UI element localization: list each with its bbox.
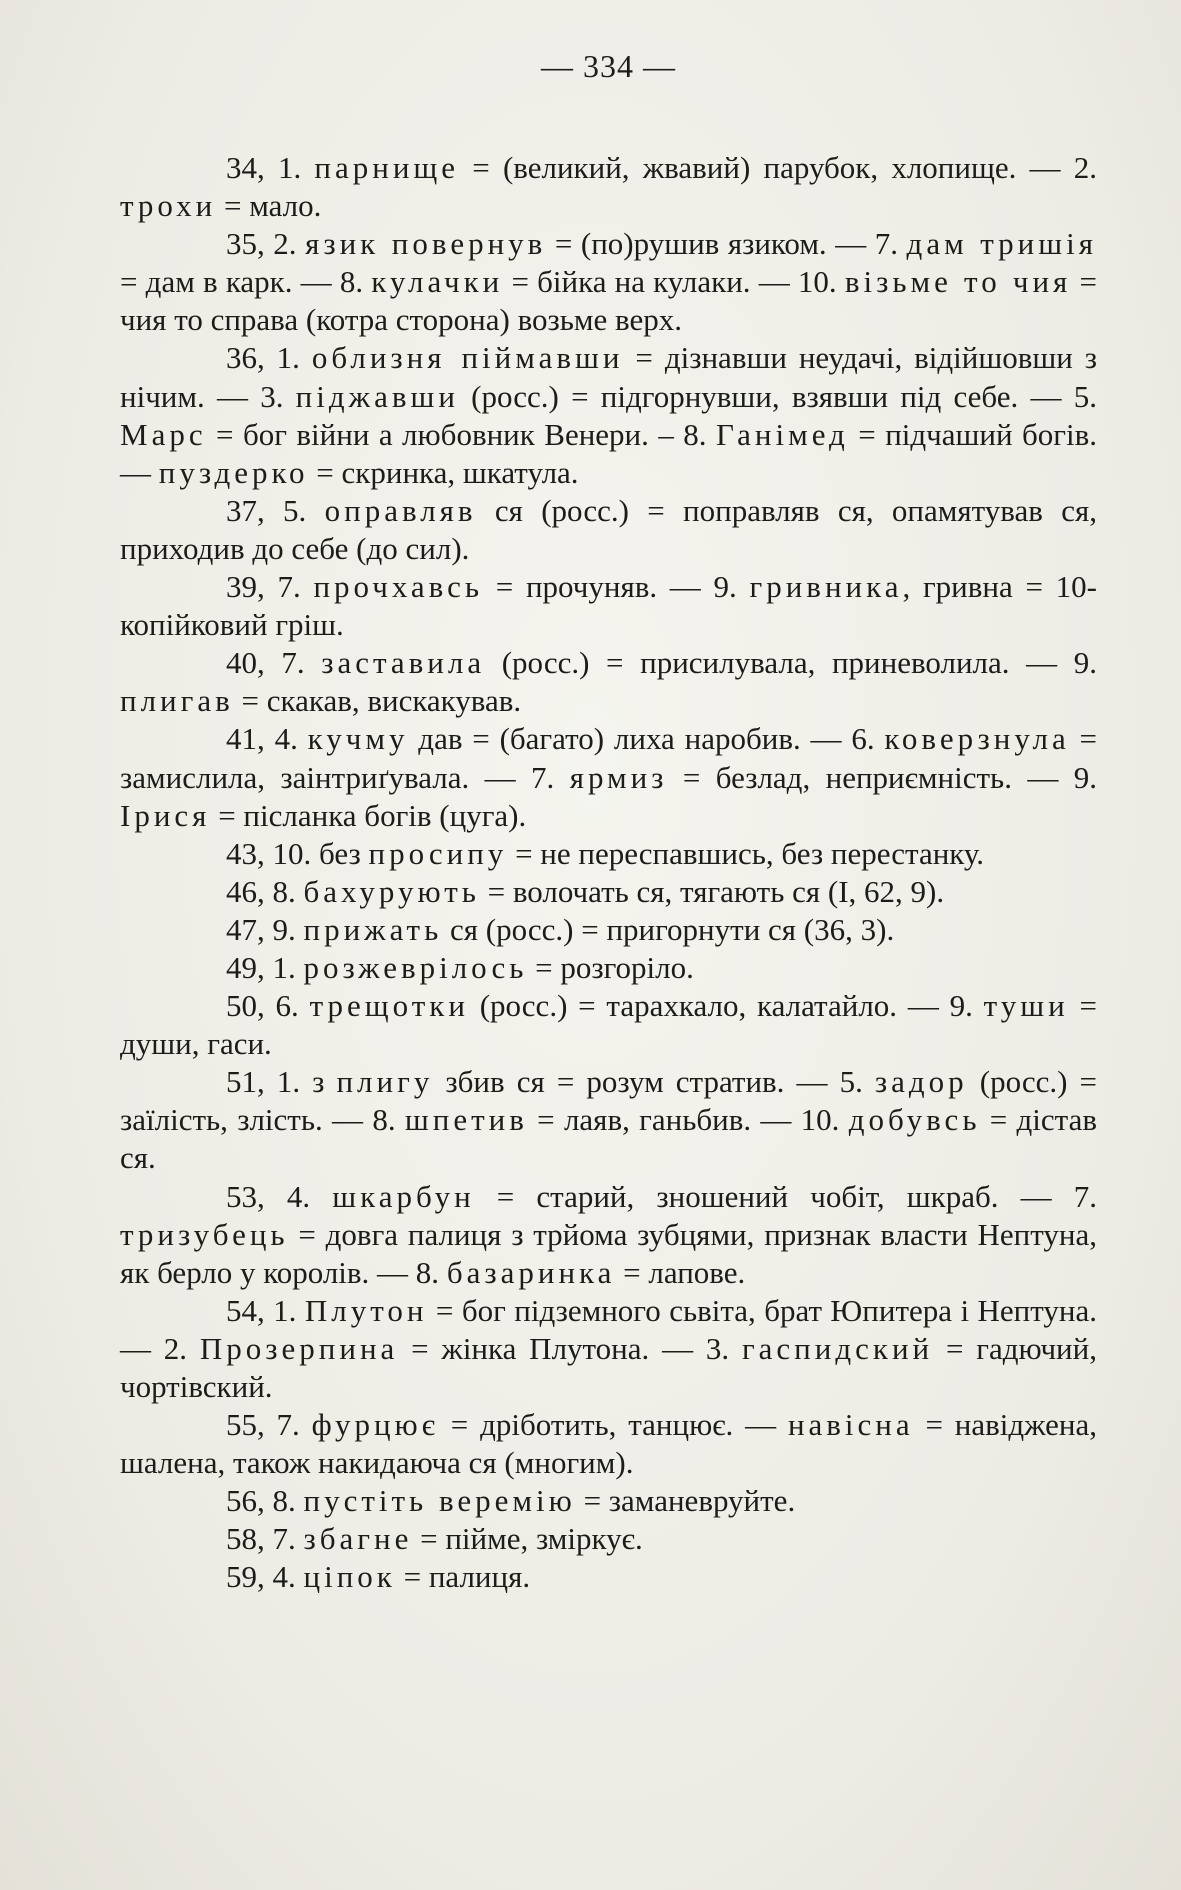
- glossary-text: = післанка богів (цуга).: [210, 797, 527, 833]
- glossary-term: гаспидский: [741, 1330, 934, 1366]
- glossary-text: = безлад, неприємність. — 9.: [667, 759, 1097, 795]
- glossary-text: 46, 8.: [226, 873, 304, 909]
- glossary-entry: [120, 149, 1097, 225]
- glossary-text: = бог підземного сьвіта, брат Юпитера і Нептуна. — 2.: [120, 1292, 1097, 1366]
- glossary-text: 49, 1.: [226, 949, 304, 985]
- glossary-term: прижать: [303, 911, 443, 947]
- glossary-text: (росс.) = присилувала, приневолила. — 9.: [485, 645, 1097, 681]
- glossary-text: = розгоріло.: [527, 949, 694, 985]
- glossary-term: Прозерпина: [199, 1330, 399, 1366]
- glossary-text: = чия то справа (котра сторона) возьме верх.: [120, 264, 1097, 338]
- glossary-term: язик повернув: [305, 226, 547, 262]
- glossary-text: 40, 7.: [226, 645, 322, 681]
- glossary-entry: [120, 1406, 1097, 1482]
- glossary-text: 43, 10. без: [226, 835, 369, 871]
- glossary-text: ся (росс.) = поправляв ся, опамятував ся, приходив до себе (до сил).: [120, 492, 1097, 566]
- glossary-text: = бог війни а любовник Венери. – 8.: [206, 416, 716, 452]
- glossary-term: базаринка: [446, 1254, 616, 1290]
- glossary-text: = пійме, зміркує.: [412, 1521, 643, 1557]
- glossary-entry: [120, 873, 1097, 911]
- page-number: — 334 —: [541, 48, 676, 84]
- glossary-text: = замислила, заінтриґувала. — 7.: [120, 721, 1098, 795]
- glossary-text: 35, 2.: [226, 226, 306, 262]
- glossary-term: трохи: [120, 188, 217, 224]
- glossary-text: = не переспавшись, без перестанку.: [507, 835, 985, 871]
- glossary-entry: [120, 568, 1097, 644]
- glossary-text: збив ся = розум стратив. — 5.: [433, 1064, 875, 1100]
- glossary-text: , гривна = 10-копійковий гріш.: [120, 569, 1097, 643]
- glossary-text: 58, 7.: [226, 1521, 304, 1557]
- glossary-text: (росс.) = тарахкало, калатайло. — 9.: [468, 988, 984, 1024]
- glossary-term: шпетив: [404, 1102, 528, 1138]
- glossary-entry: [120, 911, 1097, 949]
- glossary-entry: [120, 1520, 1097, 1558]
- glossary: [120, 149, 1097, 1597]
- glossary-entry: [120, 987, 1097, 1063]
- glossary-text: = (по)рушив язиком. — 7.: [546, 226, 907, 262]
- glossary-text: 34, 1.: [226, 150, 315, 185]
- glossary-term: навісна: [787, 1407, 914, 1443]
- glossary-entry: [120, 644, 1097, 720]
- glossary-term: прочхавсь: [313, 569, 484, 605]
- glossary-text: = мало.: [216, 188, 322, 224]
- glossary-term: Ірися: [120, 797, 211, 833]
- glossary-text: = палиця.: [395, 1559, 531, 1595]
- glossary-term: коверзнула: [884, 721, 1070, 757]
- glossary-text: 37, 5.: [226, 492, 325, 528]
- glossary-term: збагне: [303, 1521, 413, 1557]
- glossary-text: = бійка на кулаки. — 10.: [503, 264, 845, 300]
- glossary-term: фурцює: [311, 1407, 439, 1443]
- glossary-term: облизня піймавши: [311, 340, 624, 376]
- glossary-text: = лапове.: [615, 1254, 746, 1290]
- glossary-term: кучму: [307, 721, 409, 757]
- glossary-term: Плутон: [304, 1292, 428, 1328]
- glossary-text: = (великий, жвавий) парубок, хлопище. — 2.: [459, 150, 1098, 185]
- glossary-entry: [120, 1482, 1097, 1520]
- glossary-text: = навіджена, шалена, також накидаюча ся (многим).: [120, 1407, 1097, 1481]
- glossary-text: = скакав, вискакував.: [233, 683, 522, 719]
- glossary-text: 53, 4.: [226, 1178, 333, 1214]
- glossary-entry: [120, 1558, 1097, 1596]
- glossary-text: 55, 7.: [226, 1407, 312, 1443]
- glossary-text: = жінка Плутона. — 3.: [398, 1330, 742, 1366]
- glossary-term: туши: [983, 988, 1069, 1024]
- glossary-text: (росс.) = підгорнувши, взявши під себе. — 5.: [458, 378, 1097, 414]
- glossary-term: розжеврілось: [303, 949, 528, 985]
- glossary-text: = лаяв, ганьбив. — 10.: [527, 1102, 849, 1138]
- glossary-text: 51, 1. з: [226, 1064, 337, 1100]
- glossary-text: ся (росс.) = пригорнути ся (36, 3).: [442, 911, 895, 947]
- glossary-text: = дам в карк. — 8.: [120, 264, 372, 300]
- glossary-text: = дістав ся.: [120, 1102, 1098, 1176]
- glossary-term: плигу: [336, 1064, 434, 1100]
- glossary-term: ціпок: [303, 1559, 396, 1595]
- glossary-text: = гадючий, чортівский.: [120, 1330, 1097, 1404]
- glossary-text: 41, 4.: [226, 721, 308, 757]
- glossary-text: = души, гаси.: [120, 988, 1097, 1062]
- glossary-entry: [120, 835, 1097, 873]
- glossary-text: 50, 6.: [226, 988, 310, 1024]
- glossary-term: кулачки: [371, 264, 504, 300]
- glossary-term: пустіть веремію: [303, 1483, 576, 1519]
- glossary-term: парнище: [314, 150, 460, 185]
- glossary-text: = дріботить, танцює. —: [439, 1407, 788, 1443]
- glossary-term: добувсь: [848, 1102, 981, 1138]
- glossary-term: Марс: [120, 416, 207, 452]
- glossary-term: плигав: [120, 683, 234, 719]
- glossary-text: = дізнавши неудачі, відійшовши з нічим. — 3.: [120, 340, 1097, 414]
- glossary-entry: [120, 1292, 1097, 1406]
- glossary-text: 56, 8.: [226, 1483, 304, 1519]
- glossary-term: задор: [874, 1064, 968, 1100]
- glossary-text: = скринка, шкатула.: [308, 454, 579, 490]
- glossary-term: піджавши: [295, 378, 459, 414]
- glossary-entry: [120, 339, 1097, 491]
- glossary-text: (росс.) = заїлість, злість. — 8.: [120, 1064, 1098, 1138]
- glossary-text: дав = (багато) лиха наробив. — 6.: [408, 721, 885, 757]
- glossary-entry: [120, 492, 1097, 568]
- glossary-entry: [120, 720, 1097, 834]
- glossary-text: 39, 7.: [226, 569, 314, 605]
- glossary-term: оправляв: [324, 492, 477, 528]
- glossary-text: = волочать ся, тягають ся (I, 62, 9).: [479, 873, 945, 909]
- glossary-text: = підчаший богів. —: [120, 416, 1097, 490]
- glossary-text: 59, 4.: [226, 1559, 304, 1595]
- glossary-text: = старий, зношений чобіт, шкраб. — 7.: [474, 1178, 1098, 1214]
- glossary-term: ярмиз: [569, 759, 668, 795]
- glossary-entry: [120, 949, 1097, 987]
- glossary-text: = заманевруйте.: [575, 1483, 796, 1519]
- glossary-term: трещотки: [309, 988, 469, 1024]
- glossary-entry: [120, 1178, 1097, 1292]
- glossary-entry: [120, 225, 1097, 339]
- glossary-term: пуздерко: [158, 454, 309, 490]
- glossary-term: дам тришія: [906, 226, 1097, 262]
- glossary-text: 54, 1.: [226, 1292, 305, 1328]
- glossary-term: тризубець: [120, 1216, 289, 1252]
- glossary-term: просипу: [368, 835, 508, 871]
- glossary-term: візьме то чия: [844, 264, 1072, 300]
- glossary-text: 47, 9.: [226, 911, 304, 947]
- glossary-term: гривника: [749, 569, 903, 605]
- glossary-text: = довга палиця з трйома зубцями, признак власти Нептуна, як берло у королів. — 8.: [120, 1216, 1097, 1290]
- glossary-term: бахурують: [303, 873, 480, 909]
- glossary-term: заставила: [321, 645, 486, 681]
- glossary-text: 36, 1.: [226, 340, 312, 376]
- glossary-term: Ганімед: [715, 416, 849, 452]
- glossary-entry: [120, 1063, 1097, 1177]
- glossary-term: шкарбун: [332, 1178, 475, 1214]
- glossary-text: = прочуняв. — 9.: [483, 569, 750, 605]
